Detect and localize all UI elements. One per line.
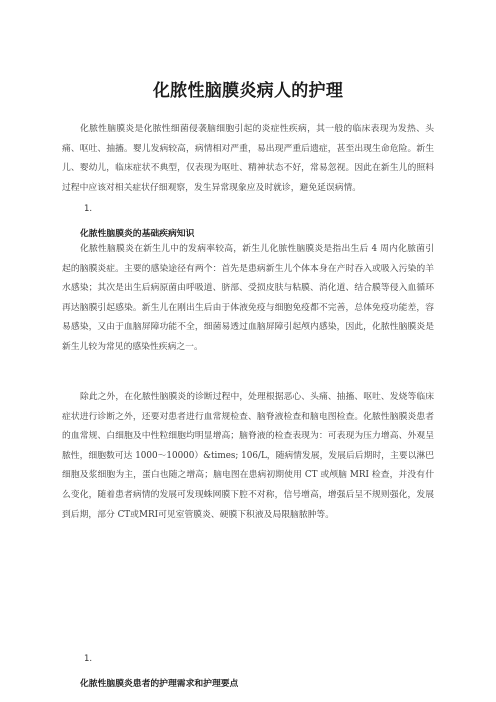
section-1-paragraph-2: 除此之外，在化脓性脑膜炎的诊断过程中，处理根据恶心、头痛、抽搐、呕吐、发烧等临床症状进行诊断之外，还要对患者进行血常规检查、脑脊液检查和脑电图检查。化脓性脑膜炎患者的血常规、白细胞及中性粒细胞均明显增高；脑脊液的检查表现为：可表现为压力增高、外观呈脓性，细胞数可达 1000～10000）&times; 106/L，随病情发展，发展后后期时，主要以淋巴细胞及浆细胞为主，蛋白也随之增高；脑电图在患病初期使用 CT 或颅脑 MRI 检查，并没有什么变化，随着患者病情的发展可发现蛛网膜下腔不对称，信号增高，增强后呈不规则强化，发展到后期，部分 CT或MRI可见室管膜炎、硬膜下积液及局限脑脓肿等。	[62, 392, 434, 520]
section-1-number: 1.	[84, 204, 93, 214]
intro-paragraph: 化脓性脑膜炎是化脓性细菌侵袭脑细胞引起的炎症性疾病，其一般的临床表现为发热、头痛、呕吐、抽搐。婴儿发病较高，病情相对严重，易出现严重后遗症，甚至出现生命危险。新生儿、婴幼儿，临床症状不典型，仅表现为呕吐、精神状态不好，常易忽视。因此在新生儿的照料过程中应该对相关症状仔细观察，发生异常现象应及时就诊，避免延误病情。	[62, 124, 434, 193]
section-1-heading: 化脓性脑膜炎的基础疾病知识	[80, 229, 195, 239]
section-2-number: 1.	[84, 654, 93, 664]
page-title: 化脓性脑膜炎病人的护理	[152, 81, 344, 101]
section-2-heading: 化脓性脑膜炎患者的护理需求和护理要点	[80, 679, 239, 689]
section-1-paragraph-1: 化脓性脑膜炎在新生儿中的发病率较高，新生儿化脓性脑膜炎是指出生后 4 周内化脓菌引起的脑膜炎症。主要的感染途径有两个：首先是患病新生儿个体本身在产时吞入或吸入污染的羊水感染；其次是出生后病原菌由呼吸道、脐部、受损皮肤与粘膜、消化道、结合膜等侵入血循环再达脑膜引起感染。新生儿在刚出生后由于体液免疫与细胞免疫都不完善，总体免疫功能差，容易感染，又由于血脑屏障功能不全，细菌易透过血脑屏障引起颅内感染，因此，化脓性脑膜炎是新生儿较为常见的感染性疾病之一。	[62, 244, 434, 352]
